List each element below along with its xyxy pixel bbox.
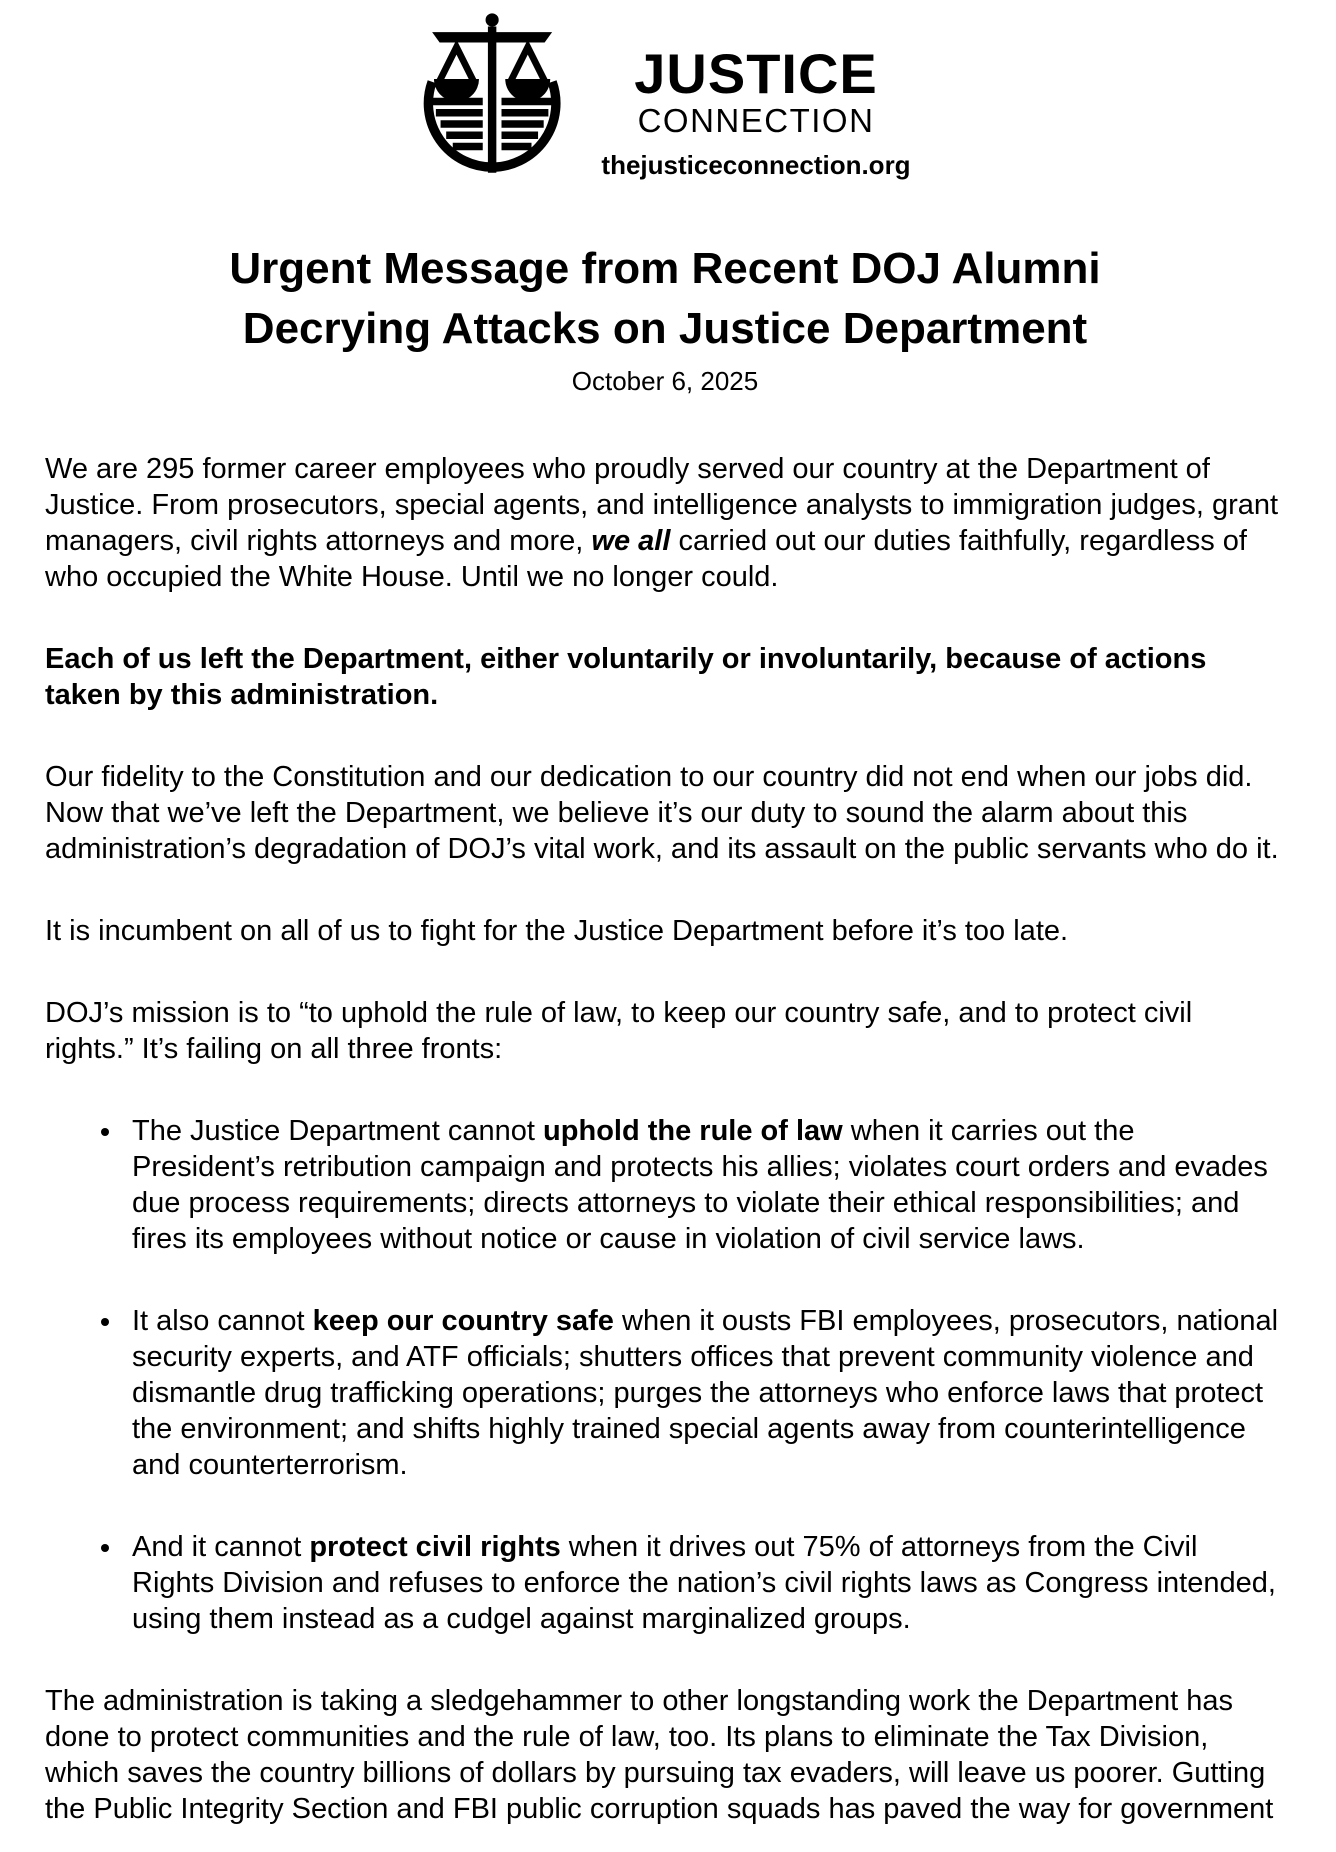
justice-connection-logo [45,8,1285,180]
letterhead [45,8,1285,180]
bullet-uphold-rule-of-law: • The Justice Department cannot uphold the rule of law when it carries out the President’s retribution campaign and protects his allies; violates court orders and evades due process requirements; directs attorneys to violate their ethical responsibilities; and fires its employees without notice or cause in violation of civil service laws. [124,1113,1285,1257]
emphasis-we-all: we all [591,525,671,557]
left-department-paragraph: Each of us left the Department, either voluntarily or involuntarily, because of actions taken by this administration. [45,643,1207,711]
bold-keep-our-country-safe: keep our country safe [312,1305,614,1337]
intro-paragraph [45,451,1285,595]
title-line-1: Urgent Message from Recent DOJ Alumni [229,244,1101,293]
title-line-2: Decrying Attacks on Justice Department [242,304,1088,353]
bullet-protect-civil-rights: • And it cannot protect civil rights when it drives out 75% of attorneys from the Civil Rights Division and refuses to enforce the nation’s civil rights laws as Congress intended, using them instead as a cudgel against marginalized groups. [124,1529,1285,1637]
letter-body [45,451,1285,1827]
incumbent-paragraph: It is incumbent on all of us to fight for the Justice Department before it’s too late. [45,915,1069,947]
mission-paragraph: DOJ’s mission is to “to uphold the rule of law, to keep our country safe, and to protect civil rights.” It’s failing on all three fronts: [45,997,1193,1065]
bold-uphold-the-rule-of-law: uphold the rule of law [543,1115,843,1147]
page-title [45,239,1285,359]
bold-protect-civil-rights: protect civil rights [309,1531,561,1563]
failures-list [45,1113,1285,1637]
logo-wordmark-justice: JUSTICE [634,42,878,105]
document-date: October 6, 2025 [571,366,759,396]
logo-lockup [601,8,910,180]
scales-of-justice-icon [419,8,569,180]
closing-paragraph: The administration is taking a sledgehammer to other longstanding work the Department has done to protect communities and the rule of law, too. Its plans to eliminate the Tax Division, which saves the country billions of dollars by pursuing tax evaders, will leave us poorer. Gutting the Public Integrity Section and FBI public corruption squads has paved the way for government [45,1685,1274,1825]
intro-pre: We are 295 former career employees who proudly served our country at the Department of Justice. From prosecutors, special agents, and intelligence analysts to immigration judges, grant managers, civil rights attorneys and more, [45,453,1279,557]
logo-website-url: thejusticeconnection.org [601,150,911,180]
intro-post: carried out our duties faithfully, regardless of who occupied the White House. Until we no longer could. [45,525,1247,593]
fidelity-paragraph: Our fidelity to the Constitution and our dedication to our country did not end when our jobs did. Now that we’ve left the Department, we believe it’s our duty to sound the alarm about this administration’s degradation of DOJ’s vital work, and its assault on the public servants who do it. [45,761,1279,865]
logo-wordmark-connection: CONNECTION [637,102,875,139]
bullet-keep-country-safe: • It also cannot keep our country safe when it ousts FBI employees, prosecutors, national security experts, and ATF officials; shutters offices that prevent community violence and dismantle drug trafficking operations; purges the attorneys who enforce laws that protect the environment; and shifts highly trained special agents away from counterintelligence and counterterrorism. [124,1303,1285,1483]
